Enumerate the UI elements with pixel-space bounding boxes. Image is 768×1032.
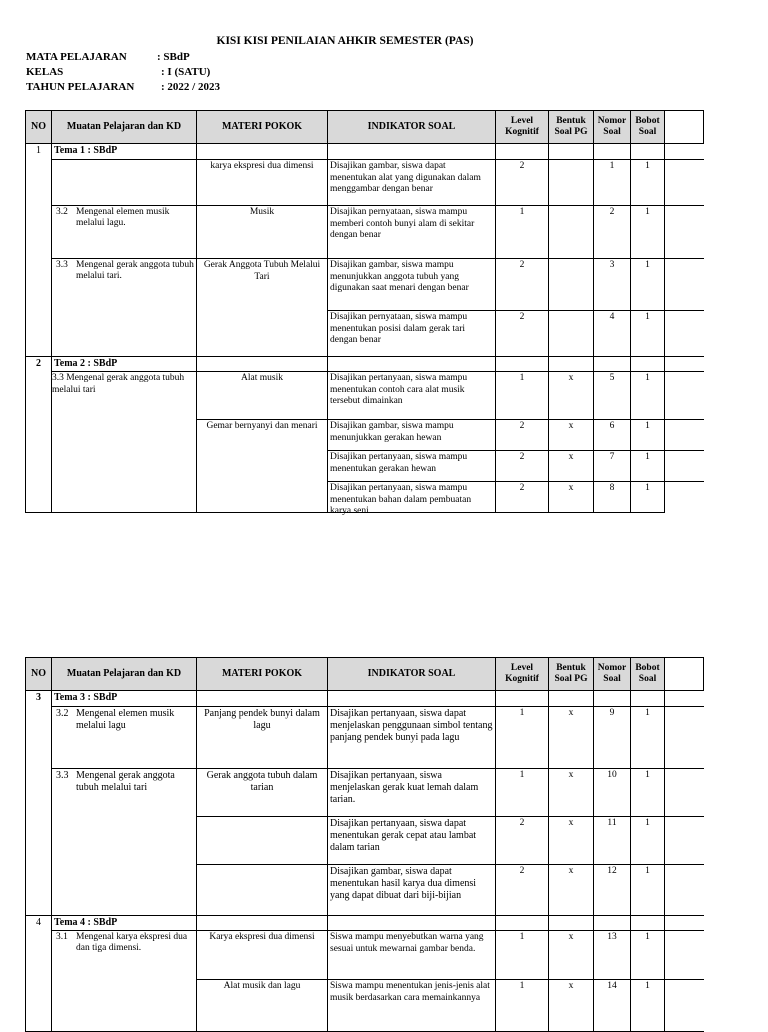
nomor-cell: 1 (594, 160, 631, 206)
nomor-cell: 9 (594, 707, 631, 769)
tema-label: Tema 1 : SBdP (52, 144, 197, 160)
level-cell: 1 (496, 372, 549, 420)
header-materi: MATERI POKOK (197, 111, 328, 144)
edge-cell (665, 980, 704, 1032)
level-cell: 2 (496, 259, 549, 311)
empty-cell (631, 144, 665, 160)
bobot-cell: 1 (631, 311, 665, 357)
edge-cell (665, 916, 704, 931)
empty-cell (594, 691, 631, 707)
header-no: NO (26, 658, 52, 691)
empty-cell (197, 817, 328, 865)
edge-cell (665, 658, 704, 691)
bentuk-cell (549, 259, 594, 311)
edge-cell (665, 817, 704, 865)
edge-cell (665, 769, 704, 817)
empty-cell (496, 357, 549, 372)
materi-cell: Karya ekspresi dua dimensi (197, 931, 328, 980)
bobot-cell: 1 (631, 259, 665, 311)
materi-cell: Musik (197, 206, 328, 259)
header-bobot: Bobot Soal (631, 111, 665, 144)
edge-cell (665, 372, 704, 420)
document-title: KISI KISI PENILAIAN AHKIR SEMESTER (PAS) (216, 35, 474, 47)
empty-cell (631, 916, 665, 931)
bentuk-cell: x (549, 980, 594, 1032)
kd-text: Mengenal elemen musik melalui lagu (76, 708, 175, 732)
tema-number: 2 (26, 357, 52, 513)
empty-cell (496, 144, 549, 160)
kd-number: 3.3 (56, 770, 69, 781)
nomor-cell: 14 (594, 980, 631, 1032)
bobot-cell: 1 (631, 451, 665, 482)
indikator-cell (328, 865, 496, 916)
indikator-cell: Siswa mampu menentukan jenis-jenis alat musik berdasarkan cara memainkannya (328, 980, 496, 1032)
edge-cell (665, 160, 704, 206)
tema-number: 4 (26, 916, 52, 1032)
tema-row (26, 357, 704, 372)
level-cell: 2 (496, 160, 549, 206)
indikator-cell: Disajikan gambar, siswa mampu menunjukkan gerakan hewan (328, 420, 496, 451)
kisi-table-page-1 (25, 110, 704, 517)
tema-label: Tema 4 : SBdP (52, 916, 197, 931)
empty-cell (328, 916, 496, 931)
materi-cell: Panjang pendek bunyi dalam lagu (197, 707, 328, 769)
kd-cell (52, 707, 197, 769)
empty-cell (197, 865, 328, 916)
level-cell: 2 (496, 451, 549, 482)
bobot-cell: 1 (631, 420, 665, 451)
empty-cell (594, 916, 631, 931)
edge-cell (665, 451, 704, 482)
kd-cell (52, 206, 197, 259)
bentuk-cell: x (549, 931, 594, 980)
edge-cell (665, 206, 704, 259)
level-cell: 2 (496, 482, 549, 513)
bobot-cell: 1 (631, 931, 665, 980)
meta-label: KELAS (26, 66, 64, 78)
table-row (26, 372, 704, 420)
indikator-cell: Disajikan pernyataan, siswa mampu memberi contoh bunyi alam di sekitar dengan benar (328, 206, 496, 259)
meta-value: : 2022 / 2023 (161, 81, 220, 93)
table-row (26, 931, 704, 980)
indikator-cell (328, 482, 496, 517)
edge-cell (665, 691, 704, 707)
empty-cell (631, 691, 665, 707)
nomor-cell: 5 (594, 372, 631, 420)
nomor-cell: 6 (594, 420, 631, 451)
meta-value: : SBdP (157, 51, 190, 63)
level-cell: 2 (496, 420, 549, 451)
nomor-cell: 3 (594, 259, 631, 311)
empty-cell (594, 144, 631, 160)
table-row (26, 769, 704, 817)
tema-number: 1 (26, 144, 52, 357)
bobot-cell: 1 (631, 980, 665, 1032)
edge-cell (665, 357, 704, 372)
bentuk-cell: x (549, 482, 594, 513)
header-kd: Muatan Pelajaran dan KD (52, 111, 197, 144)
tema-row (26, 916, 704, 931)
edge-cell (665, 707, 704, 769)
bobot-cell: 1 (631, 482, 665, 513)
kd-text: Mengenal elemen musik melalui lagu. (76, 206, 170, 229)
level-cell: 2 (496, 817, 549, 865)
empty-cell (549, 691, 594, 707)
bentuk-cell: x (549, 372, 594, 420)
edge-cell (665, 420, 704, 451)
table-row (26, 707, 704, 769)
indikator-text: Disajikan gambar, siswa dapat menentukan hasil karya dua dimensi yang dapat dibuat dari biji-bijian (330, 866, 477, 902)
empty-cell (549, 357, 594, 372)
nomor-cell: 7 (594, 451, 631, 482)
meta-label: TAHUN PELAJARAN (26, 81, 135, 93)
kd-number: 3.3 (56, 260, 68, 270)
header-kd: Muatan Pelajaran dan KD (52, 658, 197, 691)
kd-number: 3.2 (56, 207, 68, 217)
bentuk-cell: x (549, 707, 594, 769)
nomor-cell: 13 (594, 931, 631, 980)
bobot-cell: 1 (631, 865, 665, 916)
header-bentuk: Bentuk Soal PG (549, 658, 594, 691)
edge-cell (665, 111, 704, 144)
indikator-cell: Disajikan pernyataan, siswa mampu menentukan posisi dalam gerak tari dengan benar (328, 311, 496, 357)
header-indikator: INDIKATOR SOAL (328, 111, 496, 144)
kd-number: 3.2 (56, 708, 69, 719)
bentuk-cell (549, 160, 594, 206)
meta-value: : I (SATU) (161, 66, 211, 78)
bentuk-cell: x (549, 420, 594, 451)
bobot-cell: 1 (631, 769, 665, 817)
materi-cell: Gerak Anggota Tubuh Melalui Tari (197, 259, 328, 357)
empty-cell (328, 357, 496, 372)
level-cell: 1 (496, 769, 549, 817)
bobot-cell: 1 (631, 707, 665, 769)
tema-label: Tema 2 : SBdP (52, 357, 197, 372)
edge-cell (665, 931, 704, 980)
edge-cell (665, 144, 704, 160)
empty-cell (328, 691, 496, 707)
nomor-cell: 12 (594, 865, 631, 916)
indikator-cell: Disajikan pertanyaan, siswa mampu menentukan gerakan hewan (328, 451, 496, 482)
header-bentuk: Bentuk Soal PG (549, 111, 594, 144)
bentuk-cell: x (549, 865, 594, 916)
bentuk-cell: x (549, 769, 594, 817)
bobot-cell: 1 (631, 817, 665, 865)
kd-cell (52, 160, 197, 206)
header-nomor: Nomor Soal (594, 658, 631, 691)
empty-cell (549, 916, 594, 931)
tema-row (26, 144, 704, 160)
indikator-cell: Disajikan pertanyaan, siswa mampu menentukan contoh cara alat musik tersebut dimainkan (328, 372, 496, 420)
edge-cell (665, 865, 704, 916)
header-materi: MATERI POKOK (197, 658, 328, 691)
level-cell: 1 (496, 707, 549, 769)
table-row (26, 206, 704, 259)
empty-cell (197, 144, 328, 160)
bobot-cell: 1 (631, 372, 665, 420)
indikator-cell: Disajikan pertanyaan, siswa dapat menentukan gerak cepat atau lambat dalam tarian (328, 817, 496, 865)
header-indikator: INDIKATOR SOAL (328, 658, 496, 691)
level-cell: 1 (496, 931, 549, 980)
header-nomor: Nomor Soal (594, 111, 631, 144)
tema-row (26, 691, 704, 707)
bobot-cell: 1 (631, 160, 665, 206)
nomor-cell: 10 (594, 769, 631, 817)
level-cell: 1 (496, 980, 549, 1032)
header-row (26, 658, 704, 691)
empty-cell (594, 357, 631, 372)
nomor-cell: 4 (594, 311, 631, 357)
empty-cell (549, 144, 594, 160)
empty-cell (197, 691, 328, 707)
edge-cell (665, 311, 704, 357)
meta-label: MATA PELAJARAN (26, 51, 127, 63)
materi-cell: Alat musik dan lagu (197, 980, 328, 1032)
header-row (26, 111, 704, 144)
kisi-table-page-2 (25, 657, 704, 1032)
empty-cell (197, 357, 328, 372)
bentuk-cell: x (549, 817, 594, 865)
bobot-cell: 1 (631, 206, 665, 259)
level-cell: 1 (496, 206, 549, 259)
nomor-cell: 8 (594, 482, 631, 513)
table-row (26, 259, 704, 311)
empty-cell (631, 357, 665, 372)
empty-cell (328, 144, 496, 160)
kd-cell (52, 931, 197, 1032)
nomor-cell: 11 (594, 817, 631, 865)
materi-cell: karya ekspresi dua dimensi (197, 160, 328, 206)
indikator-text: Disajikan pertanyaan, siswa mampu menentukan bahan dalam pembuatan karya seni (330, 483, 472, 517)
indikator-cell: Disajikan gambar, siswa mampu menunjukkan anggota tubuh yang digunakan saat menari dengan benar (328, 259, 496, 311)
header-level: Level Kognitif (496, 111, 549, 144)
empty-cell (197, 916, 328, 931)
header-no: NO (26, 111, 52, 144)
indikator-cell: Disajikan gambar, siswa dapat menentukan alat yang digunakan dalam menggambar dengan benar (328, 160, 496, 206)
indikator-cell: Siswa mampu menyebutkan warna yang sesuai untuk mewarnai gambar benda. (328, 931, 496, 980)
bentuk-cell (549, 311, 594, 357)
edge-cell (665, 259, 704, 311)
tema-number: 3 (26, 691, 52, 916)
level-cell: 2 (496, 865, 549, 916)
materi-cell: Alat musik (197, 372, 328, 420)
kd-text: Mengenal karya ekspresi dua dan tiga dimensi. (76, 931, 188, 954)
kd-cell (52, 259, 197, 357)
kd-cell: 3.3 Mengenal gerak anggota tubuh melalui tari (52, 372, 197, 513)
table-row (26, 160, 704, 206)
kd-number: 3.1 (56, 932, 68, 943)
bentuk-cell (549, 206, 594, 259)
materi-cell: Gemar bernyanyi dan menari (197, 420, 328, 513)
header-bobot: Bobot Soal (631, 658, 665, 691)
indikator-cell: Disajikan pertanyaan, siswa menjelaskan gerak kuat lemah dalam tarian. (328, 769, 496, 817)
kd-cell (52, 769, 197, 916)
edge-cell (665, 482, 704, 513)
kd-text: Mengenal gerak anggota tubuh melalui tari. (76, 259, 194, 282)
level-cell: 2 (496, 311, 549, 357)
empty-cell (496, 691, 549, 707)
empty-cell (496, 916, 549, 931)
materi-cell: Gerak anggota tubuh dalam tarian (197, 769, 328, 817)
nomor-cell: 2 (594, 206, 631, 259)
kd-text: Mengenal gerak anggota tubuh melalui tari (76, 770, 175, 794)
bentuk-cell: x (549, 451, 594, 482)
tema-label: Tema 3 : SBdP (52, 691, 197, 707)
indikator-cell: Disajikan pertanyaan, siswa dapat menjelaskan penggunaan simbol tentang panjang pendek bunyi pada lagu (328, 707, 496, 769)
header-level: Level Kognitif (496, 658, 549, 691)
